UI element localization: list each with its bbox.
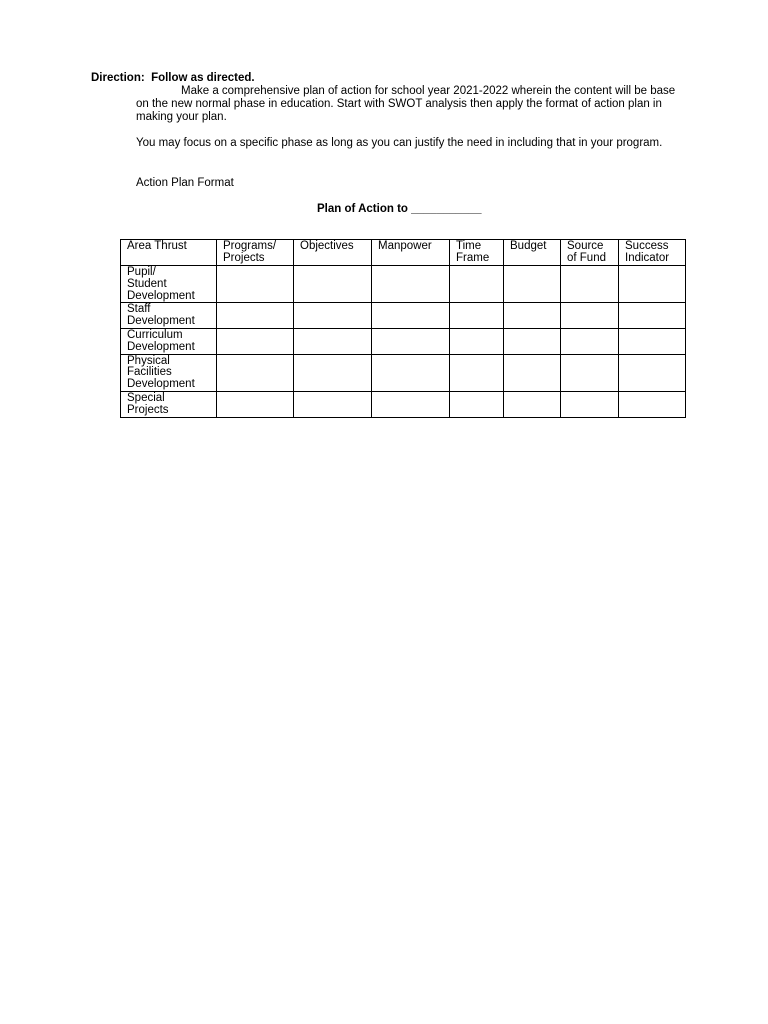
empty-cell <box>504 266 561 303</box>
table-row-physical-facilities-development <box>121 354 686 391</box>
empty-cell <box>450 328 504 354</box>
table-row-curriculum-development <box>121 328 686 354</box>
empty-cell <box>504 303 561 329</box>
empty-cell <box>372 266 450 303</box>
empty-cell <box>450 391 504 417</box>
empty-cell <box>294 266 372 303</box>
empty-cell <box>294 303 372 329</box>
empty-cell <box>561 328 619 354</box>
empty-cell <box>450 266 504 303</box>
empty-cell <box>619 266 686 303</box>
direction-label: Direction: <box>91 72 145 84</box>
empty-cell <box>294 354 372 391</box>
empty-cell <box>372 354 450 391</box>
instruction-paragraph: Make a comprehensive plan of action for school year 2021-2022 wherein the content will be base on the new normal phase in education. Start with SWOT analysis then apply the format of action plan in making your plan. <box>136 85 676 124</box>
direction-line <box>91 72 255 85</box>
table-row-staff-development <box>121 303 686 329</box>
empty-cell <box>450 303 504 329</box>
empty-cell <box>561 391 619 417</box>
empty-cell <box>217 328 294 354</box>
header-budget: Budget <box>504 240 561 266</box>
header-objectives: Objectives <box>294 240 372 266</box>
empty-cell <box>561 303 619 329</box>
empty-cell <box>294 391 372 417</box>
empty-cell <box>372 303 450 329</box>
header-success-indicator: Success Indicator <box>619 240 686 266</box>
header-programs-projects: Programs/ Projects <box>217 240 294 266</box>
empty-cell <box>504 328 561 354</box>
area-thrust-cell: Special Projects <box>121 391 217 417</box>
table-row-special-projects <box>121 391 686 417</box>
header-time-frame: Time Frame <box>450 240 504 266</box>
header-manpower: Manpower <box>372 240 450 266</box>
table-row-pupil-student-development <box>121 266 686 303</box>
empty-cell <box>561 266 619 303</box>
direction-text: Follow as directed. <box>151 72 255 84</box>
empty-cell <box>372 328 450 354</box>
header-source-of-fund: Source of Fund <box>561 240 619 266</box>
empty-cell <box>372 391 450 417</box>
format-label: Action Plan Format <box>136 177 234 189</box>
empty-cell <box>294 328 372 354</box>
empty-cell <box>619 328 686 354</box>
empty-cell <box>217 354 294 391</box>
empty-cell <box>504 354 561 391</box>
area-thrust-cell: Physical Facilities Development <box>121 354 217 391</box>
table-header-row <box>121 240 686 266</box>
empty-cell <box>504 391 561 417</box>
plan-title: Plan of Action to ___________ <box>317 203 482 215</box>
empty-cell <box>619 303 686 329</box>
area-thrust-cell: Pupil/ Student Development <box>121 266 217 303</box>
header-area-thrust: Area Thrust <box>121 240 217 266</box>
empty-cell <box>619 354 686 391</box>
empty-cell <box>619 391 686 417</box>
empty-cell <box>561 354 619 391</box>
area-thrust-cell: Staff Development <box>121 303 217 329</box>
empty-cell <box>217 266 294 303</box>
area-thrust-cell: Curriculum Development <box>121 328 217 354</box>
action-plan-table <box>120 239 686 418</box>
empty-cell <box>217 303 294 329</box>
empty-cell <box>450 354 504 391</box>
empty-cell <box>217 391 294 417</box>
focus-paragraph: You may focus on a specific phase as long as you can justify the need in including that in your program. <box>136 137 663 149</box>
